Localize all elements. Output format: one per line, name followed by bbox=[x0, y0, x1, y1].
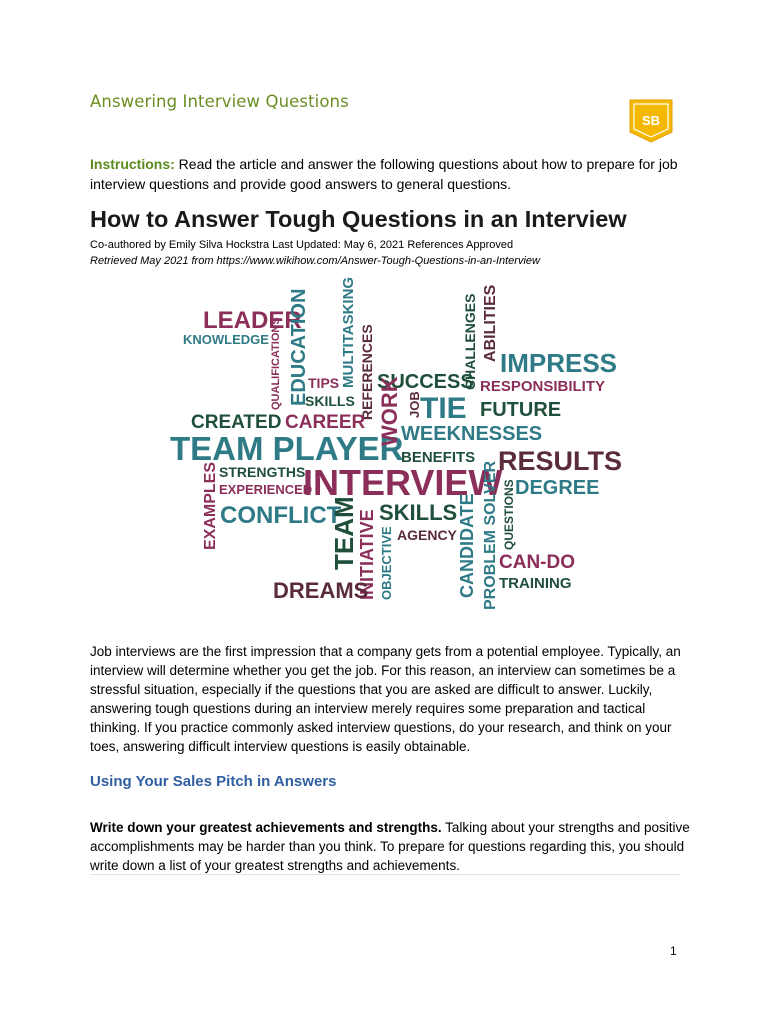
word-benefits: BENEFITS bbox=[401, 449, 476, 466]
word-cloud-image bbox=[165, 276, 623, 610]
word-impress: IMPRESS bbox=[500, 348, 618, 378]
word-tie: TIE bbox=[420, 392, 467, 425]
word-conflict: CONFLICT bbox=[220, 502, 342, 529]
divider bbox=[90, 874, 680, 875]
word-knowledge: KNOWLEDGE bbox=[183, 332, 269, 347]
word-problem-solver: PROBLEM SOLVER bbox=[482, 460, 499, 610]
word-examples: EXAMPLES bbox=[202, 461, 219, 550]
badge-text: SB bbox=[641, 113, 661, 128]
word-objective: OBJECTIVE bbox=[379, 526, 394, 600]
word-skills-big: SKILLS bbox=[379, 500, 458, 525]
word-skills-small: SKILLS bbox=[305, 393, 355, 409]
article-title: How to Answer Tough Questions in an Interview bbox=[90, 206, 627, 232]
word-can-do: CAN-DO bbox=[499, 552, 575, 573]
word-team: TEAM bbox=[329, 496, 359, 570]
word-abilities: ABILITIES bbox=[482, 284, 499, 362]
word-challenges: CHALLENGES bbox=[462, 293, 478, 390]
word-strengths: STRENGTHS bbox=[219, 464, 306, 480]
sb-badge-logo bbox=[628, 98, 674, 144]
word-interview: INTERVIEW bbox=[303, 462, 503, 503]
instructions-text: Read the article and answer the following questions about how to prepare for job interview questions and provide good answers to general questions. bbox=[90, 156, 678, 192]
source-citation: Retrieved May 2021 from https://www.wikihow.com/Answer-Tough-Questions-in-an-Interview bbox=[90, 255, 540, 267]
word-education: EDUCATION bbox=[288, 288, 310, 406]
word-dreams: DREAMS bbox=[273, 578, 369, 603]
word-responsibility: RESPONSIBILITY bbox=[480, 378, 606, 395]
word-work: WORK bbox=[377, 376, 402, 446]
strength-lead: Write down your greatest achievements and strengths. bbox=[90, 820, 442, 835]
word-success: SUCCESS bbox=[377, 371, 474, 393]
word-training: TRAINING bbox=[499, 575, 572, 592]
word-multitasking: MULTITASKING bbox=[340, 276, 357, 388]
instructions bbox=[90, 154, 690, 194]
word-agency: AGENCY bbox=[397, 527, 457, 543]
word-tips: TIPS bbox=[308, 375, 340, 391]
word-weeknesses: WEEKNESSES bbox=[401, 423, 543, 445]
document-heading: Answering Interview Questions bbox=[90, 92, 349, 111]
word-results: RESULTS bbox=[498, 446, 623, 476]
intro-paragraph: Job interviews are the first impression that a company gets from a potential employee. Typically, an interview will determine whether you get the job. For this reason, an interview can sometimes be a stressful situation, especially if the questions that you are asked are difficult to answer. Luckily, answering tough questions during an interview merely requires some preparation and tactical thinking. If you practice commonly asked interview questions, do your research, and think on your toes, answering difficult interview questions is easily obtainable. bbox=[90, 644, 681, 754]
word-questions: QUESTIONS bbox=[502, 479, 516, 550]
strength-text: Talking about your strengths and positive accomplishments may be harder than you think. To prepare for questions regarding this, you should write down a list of your greatest strengths and achievements. bbox=[90, 820, 690, 873]
instructions-label: Instructions: bbox=[90, 156, 175, 172]
word-leader: LEADER bbox=[203, 307, 302, 334]
word-team-player: TEAM PLAYER bbox=[170, 430, 404, 467]
page-number: 1 bbox=[670, 944, 677, 958]
word-experienced: EXPERIENCED bbox=[219, 482, 313, 497]
section-heading: Using Your Sales Pitch in Answers bbox=[90, 773, 337, 790]
word-references: REFERENCES bbox=[359, 324, 375, 420]
strength-paragraph bbox=[90, 818, 690, 875]
byline: Co-authored by Emily Silva Hockstra Last Updated: May 6, 2021 References Approved bbox=[90, 239, 514, 251]
word-initiative: INITIATIVE bbox=[357, 509, 377, 600]
word-created: CREATED bbox=[191, 412, 282, 433]
word-candidate: CANDIDATE bbox=[457, 493, 477, 598]
word-job: JOB bbox=[407, 391, 422, 418]
word-future: FUTURE bbox=[480, 399, 562, 421]
word-degree: DEGREE bbox=[515, 477, 600, 499]
word-qualifications: QUALIFICATIONS bbox=[270, 317, 282, 410]
word-career: CAREER bbox=[285, 412, 366, 433]
